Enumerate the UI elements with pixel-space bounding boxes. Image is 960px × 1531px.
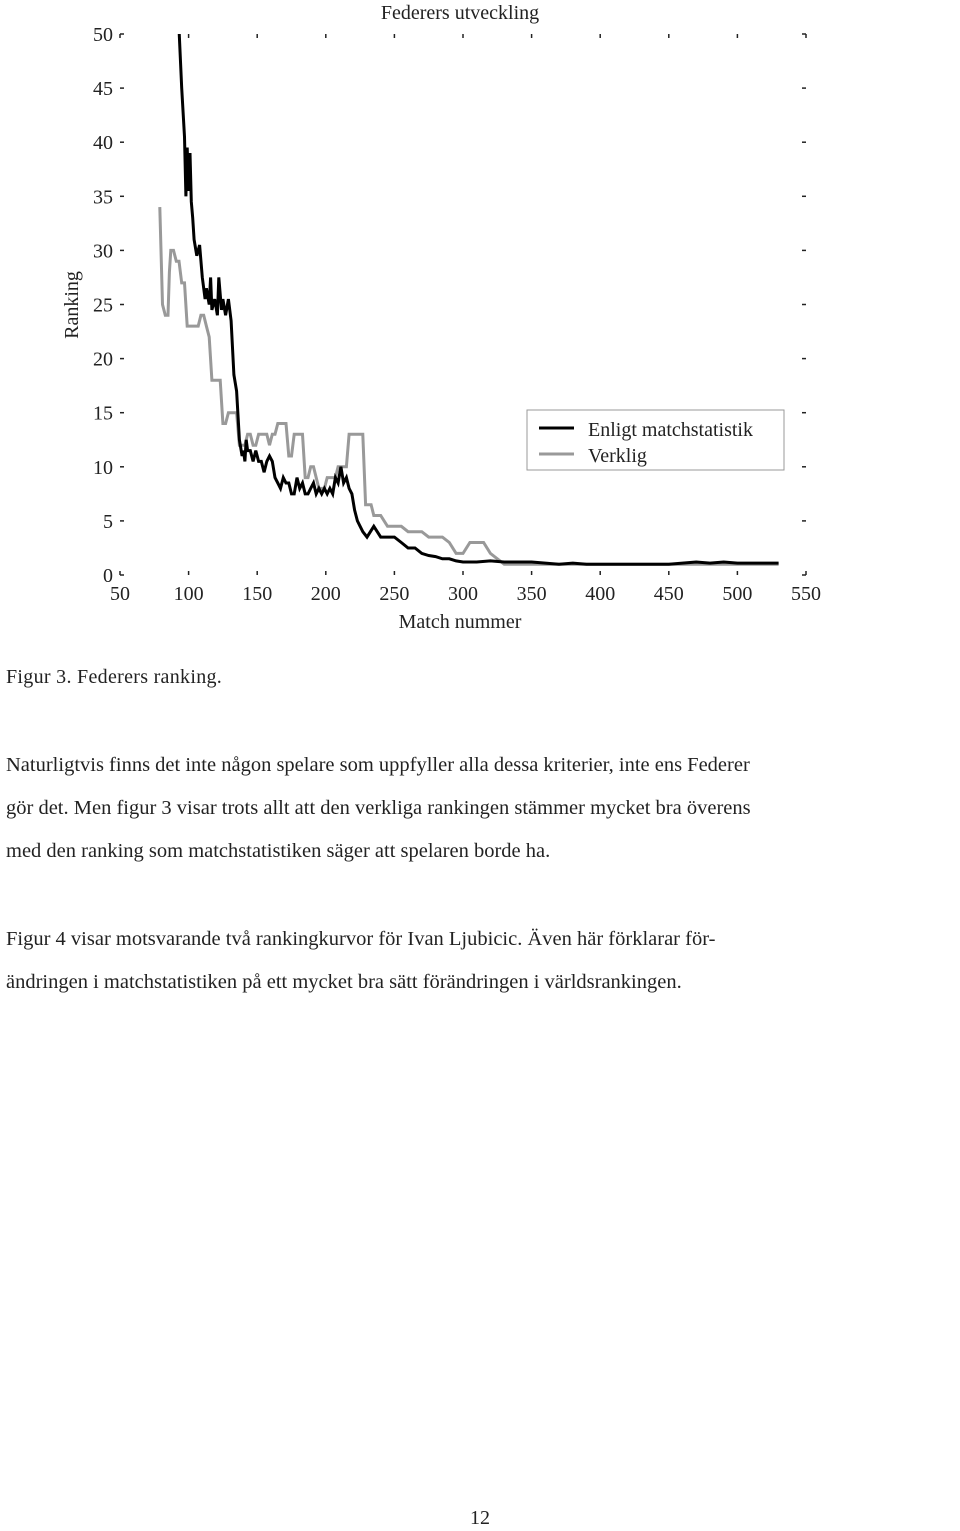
legend-label-enligt-matchstatistik: Enligt matchstatistik: [588, 419, 753, 441]
y-tick-label: 50: [93, 24, 113, 46]
x-tick-label: 500: [722, 583, 753, 605]
legend-label-verklig: Verklig: [588, 445, 647, 467]
paragraph-1: [6, 744, 956, 873]
y-tick-label: 0: [103, 565, 113, 587]
y-tick-label: 25: [93, 294, 113, 317]
x-tick-label: 400: [585, 583, 616, 605]
chart-legend: [527, 410, 784, 470]
figure-caption: Figur 3. Federers ranking.: [6, 666, 223, 688]
chart-title: Federers utveckling: [380, 2, 540, 24]
x-tick-label: 350: [516, 583, 547, 605]
paragraph-2: [6, 918, 956, 1004]
series-line-verklig: [160, 207, 779, 564]
y-tick-label: 35: [93, 186, 113, 209]
paragraph-1-line-1: Naturligtvis finns det inte någon spelare som uppfyller alla dessa kriterier, inte ens Federer: [6, 754, 750, 776]
paragraph-1-line-2: gör det. Men figur 3 visar trots allt att den verkliga rankingen stämmer mycket bra överens: [6, 797, 751, 819]
paragraph-2-line-2: ändringen i matchstatistiken på ett mycket bra sätt förändringen i världsrankingen.: [6, 971, 682, 993]
paragraph-1-line-3: med den ranking som matchstatistiken säger att spelaren borde ha.: [6, 840, 551, 862]
page-number: 12: [470, 1507, 490, 1529]
x-tick-label: 450: [653, 583, 684, 605]
y-tick-label: 5: [103, 510, 113, 533]
x-tick-label: 50: [110, 583, 130, 605]
y-tick-label: 45: [93, 78, 113, 101]
paragraph-2-line-1: Figur 4 visar motsvarande två rankingkurvor för Ivan Ljubicic. Även här förklarar för-: [6, 928, 716, 950]
ranking-chart: [0, 0, 960, 640]
x-tick-label: 150: [242, 583, 273, 605]
x-tick-label: 300: [448, 583, 478, 605]
series-line-enligt-matchstatistik: [179, 29, 779, 565]
y-axis-label: Ranking: [61, 271, 83, 339]
y-tick-label: 20: [93, 348, 113, 371]
x-tick-label: 100: [173, 583, 204, 605]
x-tick-label: 550: [791, 583, 821, 605]
y-tick-label: 30: [93, 240, 113, 263]
y-tick-label: 15: [93, 402, 113, 425]
series-lines: [160, 29, 779, 565]
y-tick-label: 10: [93, 456, 113, 479]
x-tick-label: 200: [310, 583, 341, 605]
x-axis-label: Match nummer: [398, 611, 522, 633]
y-tick-label: 40: [93, 132, 113, 155]
x-tick-label: 250: [379, 583, 410, 605]
